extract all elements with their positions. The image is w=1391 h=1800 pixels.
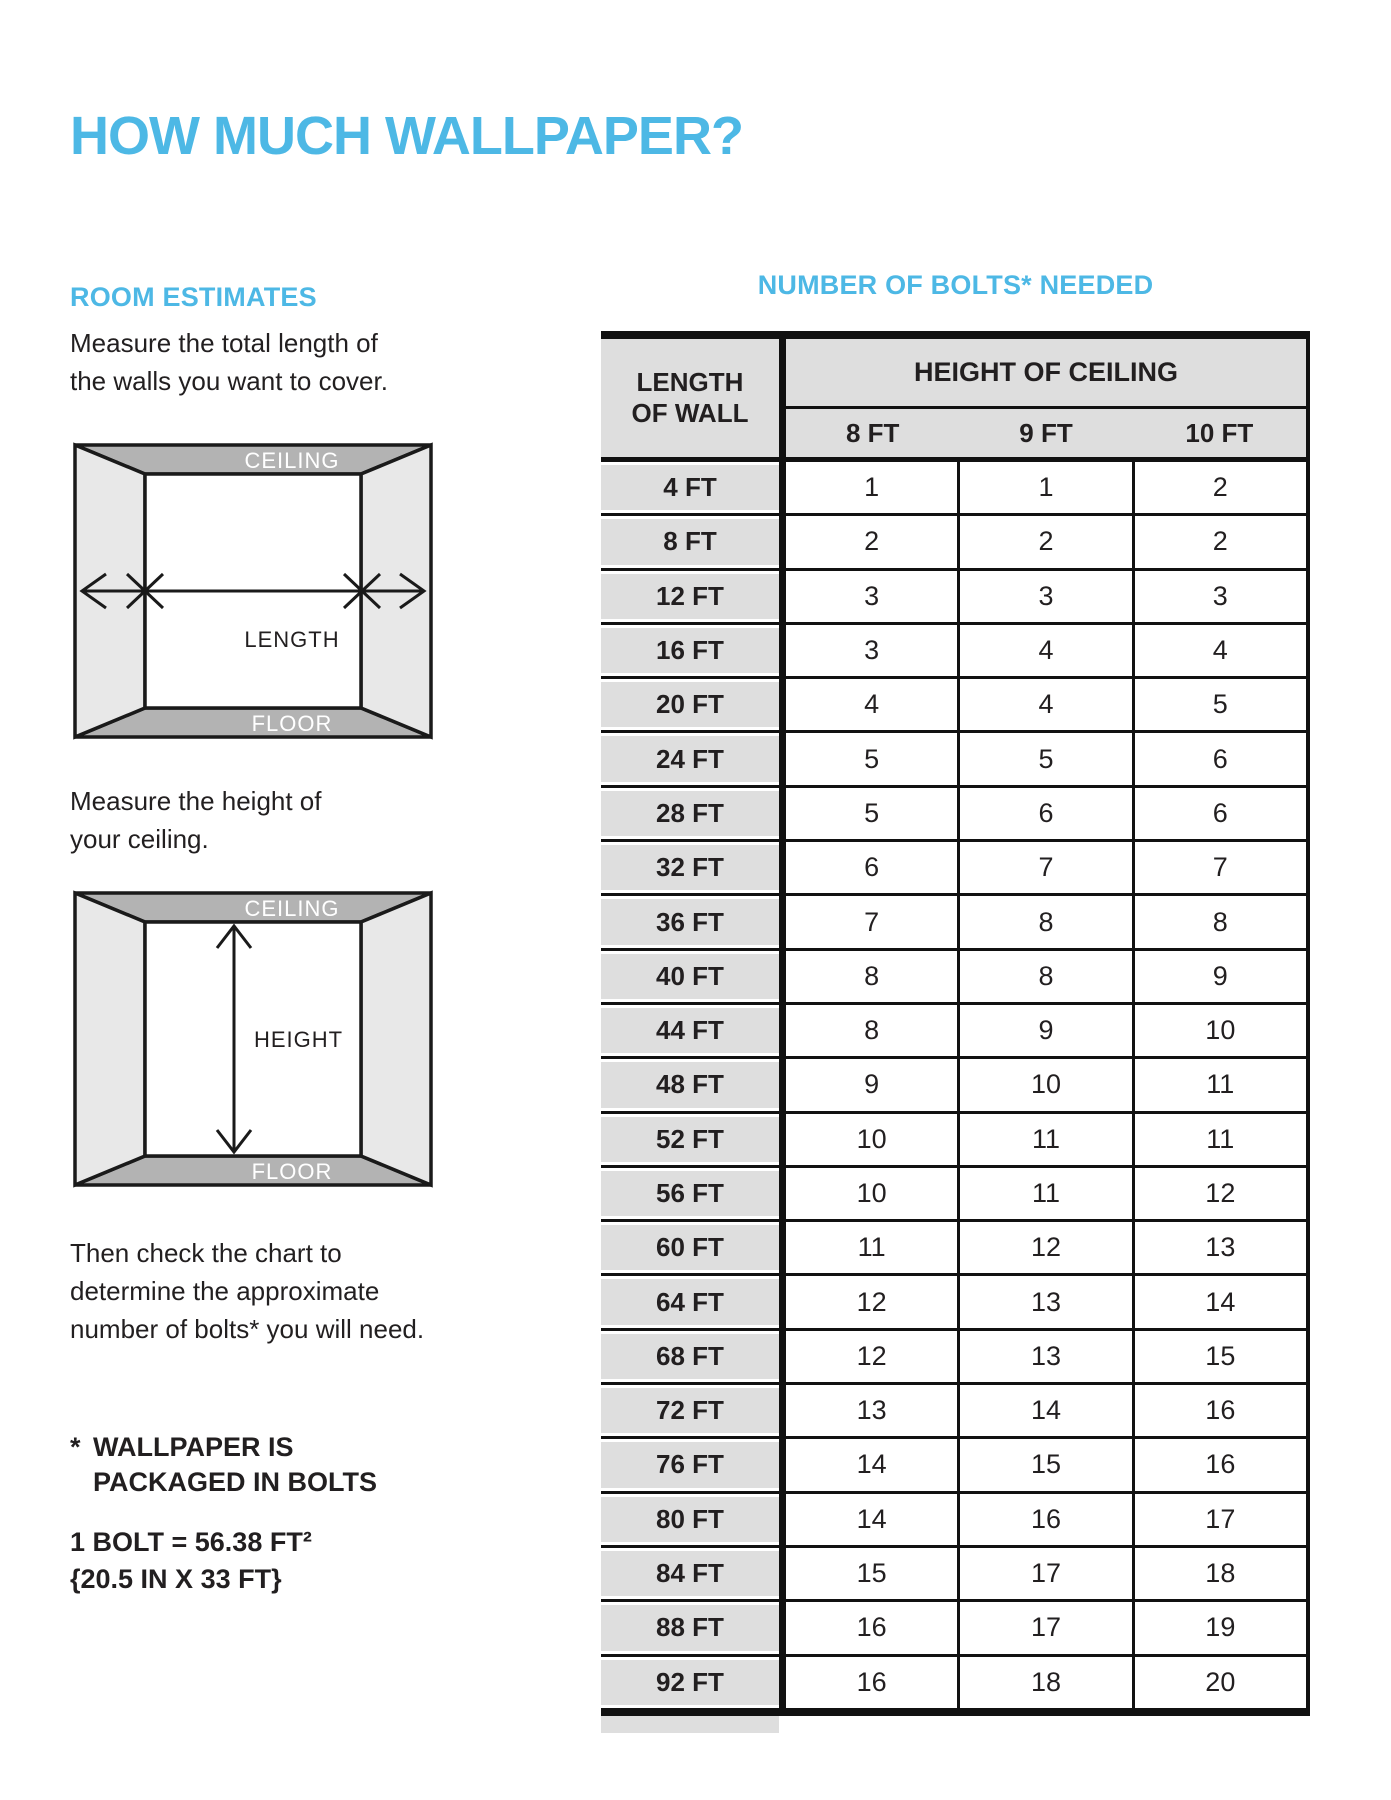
wall-length-label: 88 FT: [601, 1602, 786, 1653]
wall-length-label: 72 FT: [601, 1385, 786, 1436]
bolt-count-cell: 12: [960, 1222, 1134, 1273]
bolt-count-cell: 16: [1135, 1439, 1306, 1490]
header-line: LENGTH: [636, 367, 744, 397]
bolt-count-cell: 20: [1135, 1657, 1306, 1708]
table-row: [601, 571, 1306, 625]
bolt-count-cell: 9: [1135, 951, 1306, 1002]
wall-length-label: 92 FT: [601, 1657, 786, 1708]
bolt-count-cell: 5: [786, 733, 960, 784]
wall-length-label: 64 FT: [601, 1276, 786, 1327]
wall-length-label: 4 FT: [601, 462, 786, 513]
table-row: [601, 1222, 1306, 1276]
bolt-count-cell: 3: [960, 571, 1134, 622]
floor-label: FLOOR: [251, 1159, 333, 1184]
bolt-size-info: [70, 1524, 312, 1598]
instruction-line: number of bolts* you will need.: [70, 1314, 425, 1344]
room-estimates-heading: ROOM ESTIMATES: [70, 282, 317, 313]
footnote-line: PACKAGED IN BOLTS: [93, 1467, 378, 1497]
table-row: [601, 1114, 1306, 1168]
bolt-count-cell: 2: [1135, 462, 1306, 513]
length-label: LENGTH: [244, 627, 340, 652]
bolt-count-cell: 10: [786, 1114, 960, 1165]
height-label: HEIGHT: [254, 1027, 344, 1052]
bolt-count-cell: 11: [1135, 1059, 1306, 1110]
wall-length-label: 24 FT: [601, 733, 786, 784]
instruction-line: the walls you want to cover.: [70, 366, 388, 396]
wall-length-label: 8 FT: [601, 516, 786, 567]
wall-length-label: 84 FT: [601, 1548, 786, 1599]
table-row: [601, 1168, 1306, 1222]
table-row: [601, 1657, 1306, 1708]
ceiling-height-headers: [786, 339, 1306, 457]
table-row: [601, 462, 1306, 516]
bolt-count-cell: 13: [960, 1276, 1134, 1327]
bolt-count-cell: 5: [786, 788, 960, 839]
table-row: [601, 1494, 1306, 1548]
wall-length-label: 80 FT: [601, 1494, 786, 1545]
instruction-line: Measure the total length of: [70, 328, 378, 358]
table-row: [601, 1005, 1306, 1059]
bolt-count-cell: 19: [1135, 1602, 1306, 1653]
bolt-count-cell: 13: [786, 1385, 960, 1436]
bolt-count-cell: 8: [1135, 896, 1306, 947]
wall-length-label: 56 FT: [601, 1168, 786, 1219]
wall-length-label: 36 FT: [601, 896, 786, 947]
instruction-line: your ceiling.: [70, 824, 209, 854]
bolt-count-cell: 18: [960, 1657, 1134, 1708]
room-height-diagram: [70, 888, 436, 1190]
bolt-count-cell: 4: [1135, 625, 1306, 676]
table-row: [601, 1439, 1306, 1493]
bolt-count-cell: 7: [1135, 842, 1306, 893]
table-row: [601, 679, 1306, 733]
height-of-ceiling-header: HEIGHT OF CEILING: [786, 339, 1306, 409]
bolt-count-cell: 3: [786, 571, 960, 622]
table-row: [601, 951, 1306, 1005]
bolt-count-cell: 6: [960, 788, 1134, 839]
table-row: [601, 896, 1306, 950]
column-header-9ft: 9 FT: [1019, 417, 1073, 448]
column-header-10ft: 10 FT: [1185, 417, 1254, 448]
bolt-count-cell: 4: [960, 679, 1134, 730]
bolt-count-cell: 11: [960, 1168, 1134, 1219]
bolt-count-cell: 13: [1135, 1222, 1306, 1273]
bolt-count-cell: 16: [786, 1602, 960, 1653]
column-header-8ft: 8 FT: [845, 417, 900, 448]
table-row: [601, 1276, 1306, 1330]
wall-length-label: 12 FT: [601, 571, 786, 622]
table-row: [601, 733, 1306, 787]
bolt-count-cell: 8: [960, 951, 1134, 1002]
bolts-footnote: [70, 1430, 377, 1500]
bolt-count-cell: 4: [786, 679, 960, 730]
bolt-count-cell: 15: [960, 1439, 1134, 1490]
table-row: [601, 842, 1306, 896]
bolt-count-cell: 16: [1135, 1385, 1306, 1436]
bolt-count-cell: 10: [786, 1168, 960, 1219]
bolts-table-rows: [601, 462, 1306, 1708]
wall-length-label: 60 FT: [601, 1222, 786, 1273]
instruction-check-chart: [70, 1234, 424, 1348]
instruction-line: Measure the height of: [70, 786, 322, 816]
wall-length-label: 32 FT: [601, 842, 786, 893]
bolt-count-cell: 14: [960, 1385, 1134, 1436]
bolt-count-cell: 17: [960, 1602, 1134, 1653]
footnote-text: [93, 1430, 377, 1500]
bolt-count-cell: 5: [960, 733, 1134, 784]
wall-length-label: 20 FT: [601, 679, 786, 730]
table-row: [601, 788, 1306, 842]
table-row: [601, 1602, 1306, 1656]
wall-length-label: 76 FT: [601, 1439, 786, 1490]
bolt-count-cell: 13: [960, 1331, 1134, 1382]
table-row: [601, 1385, 1306, 1439]
bolt-count-cell: 10: [960, 1059, 1134, 1110]
wall-length-label: 52 FT: [601, 1114, 786, 1165]
bolt-count-cell: 11: [786, 1222, 960, 1273]
wall-length-label: 28 FT: [601, 788, 786, 839]
bolt-count-cell: 9: [786, 1059, 960, 1110]
left-wall: [75, 893, 145, 1185]
bolt-count-cell: 14: [786, 1439, 960, 1490]
bolt-count-cell: 8: [786, 1005, 960, 1056]
length-of-wall-header: [601, 339, 786, 457]
wall-length-label: 44 FT: [601, 1005, 786, 1056]
table-header: [601, 339, 1306, 462]
room-perspective-drawing: [70, 440, 436, 742]
instruction-line: determine the approximate: [70, 1276, 380, 1306]
asterisk-marker: *: [70, 1432, 81, 1462]
footnote-line: WALLPAPER IS: [93, 1432, 294, 1462]
bolt-count-cell: 12: [1135, 1168, 1306, 1219]
table-left-column-stub: [601, 1716, 779, 1733]
bolt-count-cell: 4: [960, 625, 1134, 676]
bolt-count-cell: 17: [960, 1548, 1134, 1599]
right-wall: [361, 893, 431, 1185]
bolt-equation-line: 1 BOLT = 56.38 FT²: [70, 1527, 312, 1557]
bolts-needed-section: [601, 270, 1310, 1733]
header-line: OF WALL: [631, 398, 749, 428]
bolt-count-cell: 15: [786, 1548, 960, 1599]
bolt-count-cell: 10: [1135, 1005, 1306, 1056]
bolt-count-cell: 16: [960, 1494, 1134, 1545]
bolt-count-cell: 6: [1135, 733, 1306, 784]
bolt-count-cell: 17: [1135, 1494, 1306, 1545]
table-row: [601, 1331, 1306, 1385]
bolt-count-cell: 1: [786, 462, 960, 513]
bolt-count-cell: 11: [960, 1114, 1134, 1165]
bolt-equation-line: {20.5 IN X 33 FT}: [70, 1564, 282, 1594]
bolt-count-cell: 7: [960, 842, 1134, 893]
bolt-count-cell: 18: [1135, 1548, 1306, 1599]
instruction-measure-height: [70, 782, 322, 858]
bolt-count-cell: 6: [786, 842, 960, 893]
table-row: [601, 1548, 1306, 1602]
bolt-count-cell: 9: [960, 1005, 1134, 1056]
bolt-count-cell: 11: [1135, 1114, 1306, 1165]
bolts-table: [601, 331, 1310, 1716]
bolt-count-cell: 2: [1135, 516, 1306, 567]
wall-length-label: 40 FT: [601, 951, 786, 1002]
ceiling-label: CEILING: [244, 896, 340, 921]
bolt-count-cell: 7: [786, 896, 960, 947]
table-row: [601, 516, 1306, 570]
bolt-count-cell: 3: [1135, 571, 1306, 622]
bolt-count-cell: 14: [1135, 1276, 1306, 1327]
table-row: [601, 625, 1306, 679]
bolt-count-cell: 8: [786, 951, 960, 1002]
bolt-count-cell: 15: [1135, 1331, 1306, 1382]
ceiling-height-columns: [786, 409, 1306, 457]
wall-length-label: 48 FT: [601, 1059, 786, 1110]
wall-length-label: 68 FT: [601, 1331, 786, 1382]
ceiling-label: CEILING: [244, 448, 340, 473]
bolt-count-cell: 3: [786, 625, 960, 676]
bolt-count-cell: 2: [786, 516, 960, 567]
bolt-count-cell: 6: [1135, 788, 1306, 839]
bolt-count-cell: 1: [960, 462, 1134, 513]
bolt-count-cell: 5: [1135, 679, 1306, 730]
room-length-diagram: [70, 440, 436, 742]
instruction-line: Then check the chart to: [70, 1238, 342, 1268]
room-perspective-drawing: [70, 888, 436, 1190]
bolt-count-cell: 2: [960, 516, 1134, 567]
instruction-measure-length: [70, 324, 388, 400]
wall-length-label: 16 FT: [601, 625, 786, 676]
bolt-count-cell: 14: [786, 1494, 960, 1545]
bolt-count-cell: 16: [786, 1657, 960, 1708]
bolts-table-heading: NUMBER OF BOLTS* NEEDED: [757, 270, 1154, 300]
floor-label: FLOOR: [251, 711, 333, 736]
bolt-count-cell: 12: [786, 1331, 960, 1382]
page-title: HOW MUCH WALLPAPER?: [70, 106, 743, 167]
bolt-count-cell: 8: [960, 896, 1134, 947]
table-row: [601, 1059, 1306, 1113]
bolt-count-cell: 12: [786, 1276, 960, 1327]
